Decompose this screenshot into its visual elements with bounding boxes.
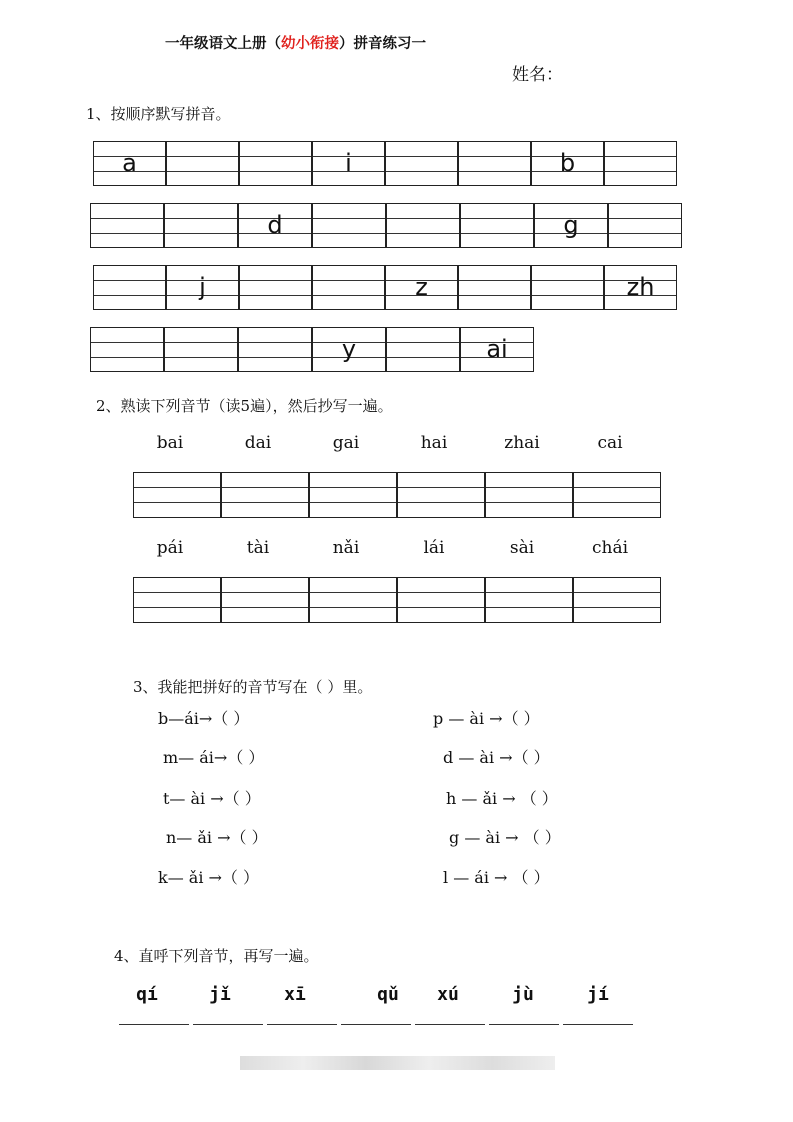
grid-line [486, 502, 572, 503]
grid-line [486, 592, 572, 593]
grid-line [91, 357, 163, 358]
pinyin-equation[interactable]: k— ǎi →（ ） [158, 868, 260, 887]
grid-line [240, 156, 311, 157]
grid-line [461, 233, 533, 234]
grid-line [165, 357, 237, 358]
grid-line [134, 592, 220, 593]
syllable-label: nǎi [332, 538, 360, 558]
syllable-label: cai [597, 433, 623, 453]
copy-grid-cell[interactable] [309, 577, 397, 623]
answer-line[interactable] [193, 1024, 263, 1027]
syllable-label: pái [156, 538, 184, 558]
syllable-label: xī [284, 984, 306, 1005]
grid-line [240, 295, 311, 296]
syllable-label: lái [423, 538, 445, 558]
page-title [165, 32, 426, 53]
pinyin-grid-cell[interactable] [312, 141, 385, 186]
title-highlight: 幼小衔接 [281, 36, 339, 52]
pinyin-equation[interactable]: b—ái→（ ） [158, 709, 250, 728]
pinyin-grid-cell[interactable] [604, 265, 677, 310]
grid-line [239, 342, 311, 343]
grid-line [574, 592, 660, 593]
blurred-footer [240, 1056, 555, 1070]
pinyin-grid-cell[interactable] [239, 265, 312, 310]
grid-line [461, 218, 533, 219]
grid-line [532, 295, 603, 296]
section3-heading: 3、我能把拼好的音节写在（ ）里。 [133, 678, 373, 696]
answer-line[interactable] [341, 1024, 411, 1027]
pinyin-grid-cell[interactable] [534, 203, 608, 248]
pinyin-grid-cell[interactable] [531, 265, 604, 310]
pinyin-grid-cell[interactable] [385, 141, 458, 186]
answer-line[interactable] [415, 1024, 485, 1027]
grid-line [386, 171, 457, 172]
grid-line [486, 607, 572, 608]
pinyin-grid-cell[interactable] [166, 265, 239, 310]
copy-grid-cell[interactable] [221, 472, 309, 518]
copy-grid-cell[interactable] [485, 472, 573, 518]
syllable-label: jí [587, 984, 609, 1005]
syllable-label: dai [244, 433, 272, 453]
pinyin-equation[interactable]: m— ái→（ ） [163, 748, 265, 767]
copy-grid-cell[interactable] [397, 472, 485, 518]
grid-line [91, 218, 163, 219]
grid-line [387, 342, 459, 343]
grid-line [165, 218, 237, 219]
grid-line [240, 280, 311, 281]
copy-grid-cell[interactable] [485, 577, 573, 623]
title-prefix: 一年级语文上册（ [165, 36, 281, 52]
pinyin-grid-cell[interactable] [238, 203, 312, 248]
grid-line [310, 607, 396, 608]
grid-letter: ai [486, 335, 508, 363]
grid-line [386, 156, 457, 157]
copy-grid-cell[interactable] [133, 472, 221, 518]
copy-grid-cell[interactable] [397, 577, 485, 623]
section4-heading: 4、直呼下列音节，再写一遍。 [114, 947, 319, 965]
grid-line [313, 233, 385, 234]
pinyin-grid-cell[interactable] [460, 203, 534, 248]
answer-line[interactable] [119, 1024, 189, 1027]
grid-line [91, 233, 163, 234]
grid-line [486, 487, 572, 488]
grid-line [134, 607, 220, 608]
grid-line [605, 156, 676, 157]
grid-line [222, 502, 308, 503]
grid-line [313, 295, 384, 296]
pinyin-grid-cell[interactable] [164, 327, 238, 372]
grid-letter: j [199, 273, 206, 301]
syllable-label: hai [420, 433, 448, 453]
pinyin-equation[interactable]: g — ài → （ ） [449, 828, 561, 847]
grid-line [240, 171, 311, 172]
syllable-label: xú [437, 984, 459, 1005]
grid-letter: a [122, 149, 137, 177]
pinyin-grid-cell[interactable] [458, 265, 531, 310]
answer-line[interactable] [489, 1024, 559, 1027]
grid-line [94, 280, 165, 281]
pinyin-grid-cell[interactable] [90, 203, 164, 248]
name-label: 姓名： [512, 65, 563, 85]
syllable-label: bai [156, 433, 184, 453]
pinyin-equation[interactable]: d — ài →（ ） [443, 748, 550, 767]
pinyin-grid-cell[interactable] [386, 327, 460, 372]
syllable-label: jù [512, 984, 534, 1005]
grid-line [313, 218, 385, 219]
grid-line [313, 280, 384, 281]
pinyin-equation[interactable]: t— ài →（ ） [163, 789, 261, 808]
grid-line [239, 357, 311, 358]
pinyin-grid-cell[interactable] [312, 265, 385, 310]
grid-line [459, 156, 530, 157]
pinyin-grid-cell[interactable] [458, 141, 531, 186]
grid-line [387, 218, 459, 219]
pinyin-grid-cell[interactable] [312, 203, 386, 248]
grid-line [574, 487, 660, 488]
answer-line[interactable] [563, 1024, 633, 1027]
pinyin-grid-cell[interactable] [312, 327, 386, 372]
pinyin-grid-cell[interactable] [239, 141, 312, 186]
grid-line [605, 171, 676, 172]
grid-line [94, 295, 165, 296]
section1-heading: 1、按顺序默写拼音。 [86, 105, 231, 123]
pinyin-grid-cell[interactable] [386, 203, 460, 248]
grid-letter: z [415, 273, 428, 301]
pinyin-grid-cell[interactable] [604, 141, 677, 186]
pinyin-equation[interactable]: p — ài →（ ） [433, 709, 540, 728]
grid-line [574, 502, 660, 503]
grid-line [134, 502, 220, 503]
syllable-label: zhai [504, 433, 540, 453]
pinyin-grid-cell[interactable] [238, 327, 312, 372]
pinyin-equation[interactable]: h — ǎi → （ ） [446, 789, 558, 808]
grid-line [609, 218, 681, 219]
pinyin-grid-cell[interactable] [608, 203, 682, 248]
grid-letter: y [341, 335, 357, 363]
grid-line [310, 592, 396, 593]
grid-line [398, 487, 484, 488]
grid-line [165, 342, 237, 343]
grid-letter: d [267, 211, 283, 239]
syllable-label: qí [136, 984, 158, 1005]
grid-line [222, 607, 308, 608]
pinyin-grid-cell[interactable] [93, 265, 166, 310]
pinyin-grid-cell[interactable] [531, 141, 604, 186]
grid-line [134, 487, 220, 488]
grid-line [398, 502, 484, 503]
grid-letter: zh [626, 273, 655, 301]
grid-line [91, 342, 163, 343]
pinyin-grid-cell[interactable] [90, 327, 164, 372]
grid-line [574, 607, 660, 608]
title-suffix: ）拼音练习一 [339, 36, 426, 52]
grid-line [165, 233, 237, 234]
pinyin-grid-cell[interactable] [166, 141, 239, 186]
grid-letter: g [563, 211, 579, 239]
grid-line [459, 295, 530, 296]
grid-line [310, 487, 396, 488]
syllable-label: tài [246, 538, 270, 558]
pinyin-grid-cell[interactable] [164, 203, 238, 248]
grid-line [398, 607, 484, 608]
pinyin-grid-cell[interactable] [460, 327, 534, 372]
grid-line [387, 233, 459, 234]
copy-grid-cell[interactable] [309, 472, 397, 518]
grid-line [387, 357, 459, 358]
syllable-label: sài [509, 538, 535, 558]
grid-letter: i [345, 149, 352, 177]
grid-line [398, 592, 484, 593]
syllable-label: gai [332, 433, 360, 453]
grid-line [310, 502, 396, 503]
syllable-label: qǔ [377, 984, 399, 1005]
pinyin-grid-cell[interactable] [385, 265, 458, 310]
grid-line [167, 156, 238, 157]
copy-grid-cell[interactable] [573, 577, 661, 623]
grid-line [222, 592, 308, 593]
section2-heading: 2、熟读下列音节（读5遍），然后抄写一遍。 [96, 397, 393, 415]
grid-line [459, 280, 530, 281]
grid-letter: b [559, 149, 576, 177]
pinyin-equation[interactable]: l — ái → （ ） [443, 868, 550, 887]
copy-grid-cell[interactable] [221, 577, 309, 623]
copy-grid-cell[interactable] [573, 472, 661, 518]
answer-line[interactable] [267, 1024, 337, 1027]
syllable-label: chái [591, 538, 629, 558]
copy-grid-cell[interactable] [133, 577, 221, 623]
pinyin-grid-cell[interactable] [93, 141, 166, 186]
grid-line [532, 280, 603, 281]
grid-line [167, 171, 238, 172]
syllable-label: jǐ [209, 984, 231, 1005]
grid-line [222, 487, 308, 488]
pinyin-equation[interactable]: n— ǎi →（ ） [166, 828, 268, 847]
grid-line [609, 233, 681, 234]
grid-line [459, 171, 530, 172]
